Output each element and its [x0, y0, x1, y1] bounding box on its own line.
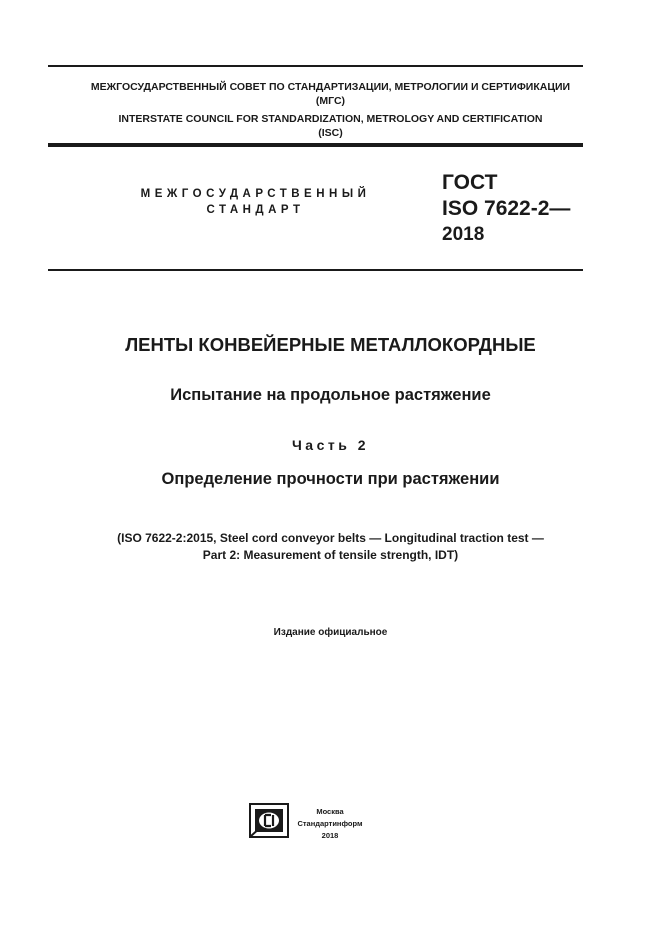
top-rule-thin [48, 65, 583, 67]
part-title: Определение прочности при растяжении [161, 470, 500, 488]
standard-year: 2018 [442, 224, 485, 245]
edition-note: Издание официальное [273, 627, 388, 638]
iso-reference: (ISO 7622-2:2015, Steel cord conveyor belts — Longitudinal traction test — Part 2: Measurement of tensile strength, IDT) [117, 531, 544, 562]
standard-number: ISO 7622-2— [442, 197, 571, 220]
gost-label: ГОСТ [442, 171, 498, 194]
council-name-en: INTERSTATE COUNCIL FOR STANDARDIZATION, METROLOGY AND CERTIFICATION (ISC) [118, 113, 543, 139]
council-name-ru: МЕЖГОСУДАРСТВЕННЫЙ СОВЕТ ПО СТАНДАРТИЗАЦИИ, МЕТРОЛОГИИ И СЕРТИФИКАЦИИ (МГС) [90, 81, 571, 107]
document-subtitle: Испытание на продольное растяжение [170, 386, 491, 404]
publisher-name: Стандартинформ [297, 819, 363, 828]
standartinform-logo-icon [249, 803, 289, 838]
standard-type: МЕЖГОСУДАРСТВЕННЫЙ СТАНДАРТ [140, 188, 371, 216]
publisher-city: Москва [316, 807, 344, 816]
header-rule-thick [48, 143, 583, 147]
publisher-info [290, 806, 370, 842]
designation-rule [48, 269, 583, 271]
publisher-year: 2018 [321, 831, 339, 840]
part-label: Часть 2 [291, 437, 370, 453]
document-title: ЛЕНТЫ КОНВЕЙЕРНЫЕ МЕТАЛЛОКОРДНЫЕ [125, 334, 536, 355]
standard-designation [442, 170, 570, 248]
